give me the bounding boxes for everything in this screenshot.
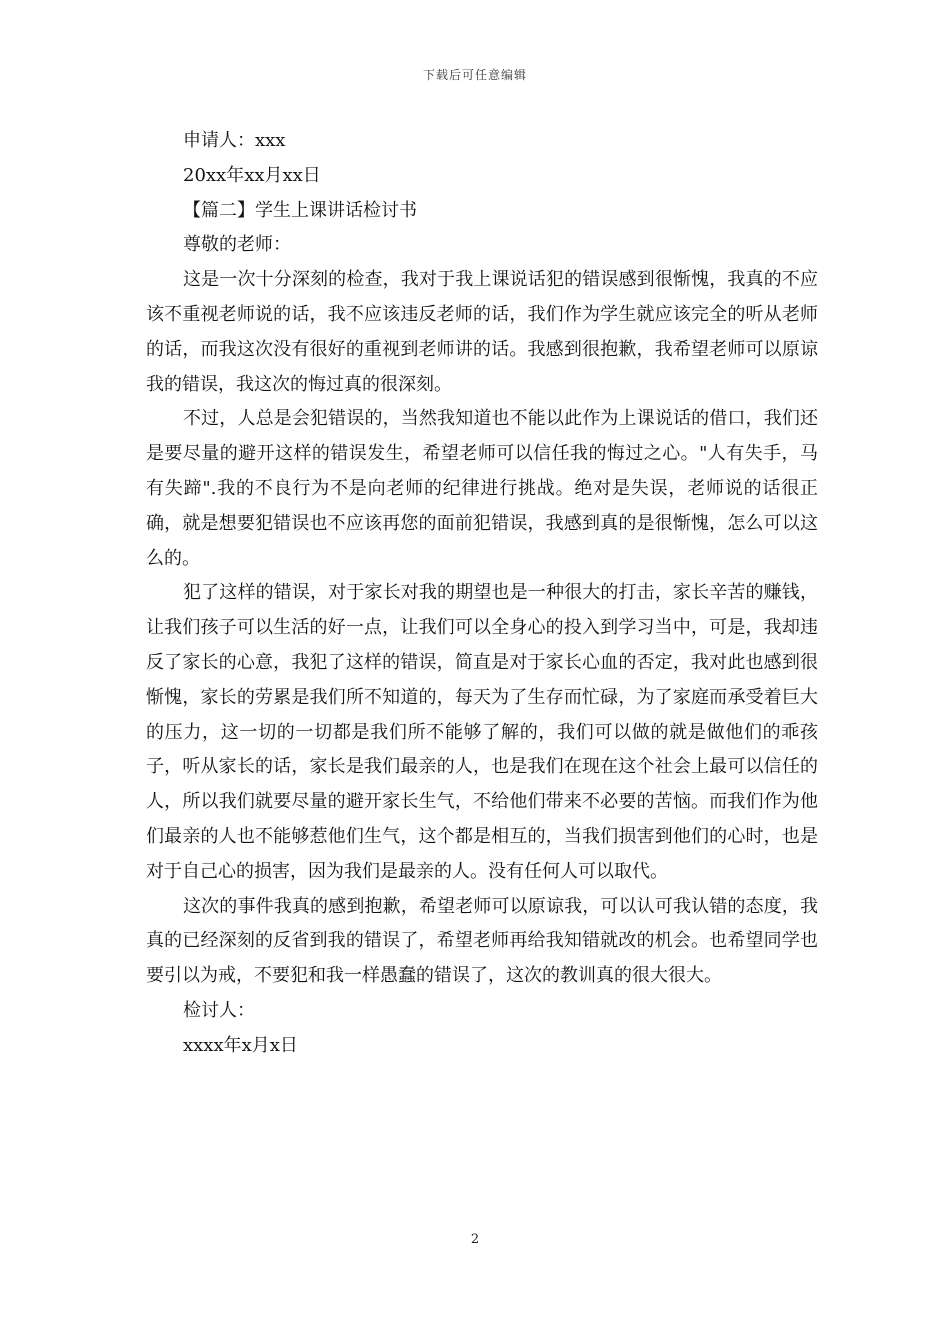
- signature-date-line: xxxx年x月x日: [183, 1034, 298, 1056]
- document-body: [146, 124, 818, 1064]
- paragraph: 犯了这样的错误，对于家长对我的期望也是一种很大的打击，家长辛苦的赚钱，让我们孩子可以生活的好一点，让我们可以全身心的投入到学习当中，可是，我却违反了家长的心意，我犯了这样的错误，简直是对于家长心血的否定，我对此也感到很惭愧，家长的劳累是我们所不知道的，每天为了生存而忙碌，为了家庭而承受着巨大的压力，这一切的一切都是我们所不能够了解的，我们可以做的就是做他们的乖孩子，听从家长的话，家长是我们最亲的人，也是我们在现在这个社会上最可以信任的人，所以我们就要尽量的避开家长生气，不给他们带来不必要的苦恼。而我们作为他们最亲的人也不能够惹他们生气，这个都是相互的，当我们损害到他们的心时，也是对于自己心的损害，因为我们是最亲的人。没有任何人可以取代。: [146, 582, 818, 882]
- page-number: 2: [470, 1232, 480, 1247]
- paragraph: 不过，人总是会犯错误的，当然我知道也不能以此作为上课说话的借口，我们还是要尽量的避开这样的错误发生，希望老师可以信任我的悔过之心。"人有失手，马有失蹄".我的不良行为不是向老师的纪律进行挑战。绝对是失误，老师说的话很正确，就是想要犯错误也不应该再您的面前犯错误，我感到真的是很惭愧，怎么可以这么的。: [146, 408, 818, 569]
- paragraph: 这是一次十分深刻的检查，我对于我上课说话犯的错误感到很惭愧，我真的不应该不重视老师说的话，我不应该违反老师的话，我们作为学生就应该完全的听从老师的话，而我这次没有很好的重视到老师讲的话。我感到很抱歉，我希望老师可以原谅我的错误，我这次的悔过真的很深刻。: [146, 269, 818, 395]
- date-line: 20xx年xx月xx日: [183, 164, 321, 186]
- signer-line: 检讨人：: [183, 999, 255, 1021]
- section-title: 【篇二】学生上课讲话检讨书: [183, 199, 417, 221]
- page-header-note: 下载后可任意编辑: [422, 68, 527, 82]
- applicant-line: 申请人：xxx: [183, 130, 286, 151]
- paragraph: 这次的事件我真的感到抱歉，希望老师可以原谅我，可以认可我认错的态度，我真的已经深刻的反省到我的错误了，希望老师再给我知错就改的机会。也希望同学也要引以为戒，不要犯和我一样愚蠢的错误了，这次的教训真的很大很大。: [146, 895, 818, 987]
- salutation: 尊敬的老师：: [183, 234, 291, 256]
